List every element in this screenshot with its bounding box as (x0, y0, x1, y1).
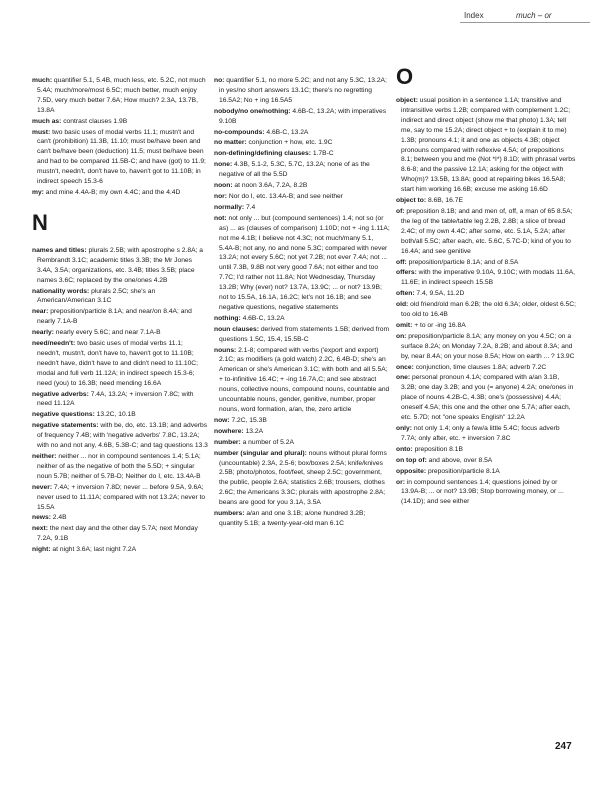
index-entry-text: with the imperative 9.10A, 9.10C; with modals 11.6A, 11.6E; in indirect speech 15.5B (401, 269, 576, 287)
index-headword: on: (396, 332, 407, 340)
index-entry-text: quantifier 5.1, no more 5.2C; and not any 5.3C, 13.2A; in yes/no short answers 13.1C; there's no regretting 16.5A2; No + ing 16.5A5 (219, 77, 387, 104)
index-entry-text: at night 3.6A; last night 7.2A (50, 546, 137, 554)
index-headword: no matter: (214, 139, 247, 147)
index-entry-text: plurals 2.5C; she's an American/American 3.1C (37, 287, 156, 305)
index-entry (214, 346, 390, 415)
index-entry-text: 2.4B (50, 514, 67, 522)
index-headword: old: (396, 301, 409, 309)
index-entry-text: and mine 4.4A-B; my own 4.4C; and the 4.4D (43, 188, 181, 196)
section-letter: N (32, 209, 48, 235)
index-entry-text: 4.6B-C, 13.2A; with imperatives 9.10B (219, 107, 387, 125)
index-entry-text: 4.6B-C, 13.2A (240, 314, 285, 322)
index-headword: on top of: (396, 456, 427, 464)
index-headword: nothing: (214, 314, 241, 322)
index-headword: negative adverbs: (32, 390, 89, 398)
section-letter: O (396, 64, 414, 89)
index-entry (214, 138, 390, 148)
index-entry-text: 4.3B, 5.1-2, 5.3C, 5.7C, 13.2A; none of as the negative of all the 5.5D (219, 161, 370, 179)
index-entry-text: nouns without plural forms (uncountable) 2.3A, 2.5-6; box/boxes 2.5A; knife/knives 2.5B; photo/photos, foot/feet, sheep 2.5C; government, the public, people 2.6A; statistics 2.6B; trousers, clothes 2.6C; the Americans 3.3C; plurals with apostrophe 2.8A; beans are good for you 3.1A, 3.5A (219, 449, 387, 507)
index-headword: normally: (214, 203, 245, 211)
index-entry (396, 456, 576, 466)
index-entry-text: the next day and the other day 5.7A; next Monday 7.2A, 9.1B (37, 525, 198, 543)
index-entry (214, 416, 390, 426)
index-entry-text: preposition 8.1B (412, 445, 463, 453)
index-headword: one: (396, 374, 411, 382)
index-entry (214, 128, 390, 138)
index-entry-text: 7.4 (244, 203, 256, 211)
index-entry (32, 246, 208, 286)
index-headword: no: (214, 77, 225, 84)
index-entry-text: not only ... but (compound sentences) 1.4; not so (or as) ... as (clauses of comparison) 1.10D; not + -ing 1.11A; not me 4.1B; I believe not 4.3C; not much/many 5.1, 5.4A-B; not any, no and none 5.3C; compared with never 13.2A; not every 5.6C; not yet 7.2B; not ever 7.4A; not ... until 7.3B, 9.8B not very good 7.6A; not either and too 7.7C; I'd rather not 11.8A; Not Wednesday, Thursday 13.2B; Why (ever) not? 13.7A, 13.9C; ... or not? 13.9B; not to 15.5A, 16.1A, 16.2C; let's not 16.1B; and see negative questions, negative statements (219, 214, 390, 311)
index-entry-text: a number of 5.2A (240, 438, 294, 446)
index-headword: object to: (396, 197, 427, 205)
index-entry (32, 524, 208, 544)
index-headword: next: (32, 525, 48, 533)
index-headword: near: (32, 308, 49, 316)
index-headword: noon: (214, 182, 233, 190)
index-headword: much as: (32, 117, 62, 125)
index-entry (214, 160, 390, 180)
index-entry (32, 410, 208, 420)
index-headword: once: (396, 363, 414, 371)
index-entry (396, 207, 576, 257)
index-entry (214, 438, 390, 448)
index-entry (396, 196, 576, 206)
index-headword: negative questions: (32, 411, 95, 419)
index-entry (214, 107, 390, 127)
index-headword: omit: (396, 321, 413, 329)
index-entry-text: at noon 3.6A, 7.2A, 8.2B (232, 182, 308, 190)
index-headword: much: (32, 77, 53, 84)
index-headword: noun clauses: (214, 325, 259, 333)
index-entry (32, 128, 208, 187)
index-entry-text: with be, do, etc. 13.1B; and adverbs of frequency 7.4B; with 'negative adverbs' 7.8C, 13.2A; with no and not any, 4.6B, 5.3B-C; and tag questions 13.3 (37, 422, 208, 450)
index-entry-text: derived from statements 1.5B; derived from questions 1.5C, 15.4, 15.5B-C (219, 325, 390, 343)
index-entry-text: Nor do I, etc. 13.4A-B; and see neither (227, 192, 343, 200)
index-entry-text: 7.4A; + inversion 7.8D; never ... before 9.5A, 9.6A; never used to 11.11A; compared with not 13.2A; never to 15.5A (37, 483, 206, 511)
index-entry-text: preposition 8.1B; and and men of, off, a man of 65 8.5A; the leg of the table/table leg 2.2B, 2.8B; a slice of bread 2.4C; of my own 4.4C; after some, etc. 5.1A, 5.2A; after both/all 5.5C; after each, etc. 5.6C, 5.7C-D; kind of you to 16.4A; and see genitive (401, 207, 573, 255)
index-headword: nowhere: (214, 427, 244, 435)
index-entry (396, 300, 576, 320)
index-headword: nor: (214, 192, 227, 200)
index-headword: only: (396, 425, 412, 432)
index-headword: off: (396, 258, 407, 266)
index-entry (32, 421, 208, 451)
index-entry (32, 307, 208, 327)
index-entry-text: contrast clauses 1.9B (61, 117, 128, 125)
index-entry (32, 328, 208, 338)
index-entry-text: two basic uses of modal verbs 11.1; mustn't and can't (prohibition) 11.3B, 11.10; must be/have been and can't be/have been (deduction) 11.5; must be/have been and had to be compared 11.5B-C; and have (got) to 11.9; mustn't, needn't, don't have to, haven't got to 11.10B; in indirect speech 15.3-6 (37, 128, 206, 186)
index-headword: nouns: (214, 346, 237, 354)
index-entry (32, 76, 208, 116)
index-entry (214, 325, 390, 345)
index-headword: neither: (32, 453, 57, 460)
index-entry-text: 8.6B, 16.7E (426, 197, 463, 205)
index-headword: must: (32, 128, 51, 136)
index-entry-text: preposition/particle 8.1A; any money on you 4.5C; on a surface 8.2A; on Monday 7.2A, 8.2B; and about 8.3A; and by, near 8.4A; on your nose 8.5A; How on earth ... ? 13.9C (401, 332, 575, 360)
index-headword: nobody/no one/nothing: (214, 107, 291, 115)
index-entry-text: 13.2A (243, 427, 264, 435)
index-headword: often: (396, 290, 415, 298)
index-entry (214, 76, 390, 106)
index-entry (214, 214, 390, 313)
index-entry-text: usual position in a sentence 1.1A; transitive and intransitive verbs 1.2B; compared with complement 1.2C; indirect and direct object (show me that photo) 1.3A; tell me, say to me 15.2A; direct object + to (explain it to me) 1.3B; pronouns 4.1; it and one as objects 4.3B; object pronouns compared with reflexive 4.5A; of prepositions 8.1; between you and me (Not *I*) 8.1D; with phrasal verbs 8.6-8; and the passive 12.1A; asking for the object with Who(m)? 13.5B, 13.8A; good at repairing bikes 16.5A8; start him working 16.6B; excuse me asking 16.6D (401, 97, 576, 194)
index-headword: names and titles: (32, 246, 87, 254)
index-headword: offers: (396, 269, 417, 277)
index-headword: non-defining/defining clauses: (214, 150, 311, 158)
index-entry-text: conjunction, time clauses 1.8A; adverb 7.2C (413, 363, 547, 371)
index-entry-text: in compound sentences 1.4; questions joined by or 13.9A-B; ... or not? 13.9B; Stop borrowing money, or ... (14.1D); and see either (401, 478, 564, 506)
index-headword: now: (214, 416, 230, 424)
index-entry-text: plurals 2.5B; with apostrophe s 2.8A; a Rembrandt 3.1C; academic titles 3.3B; the Mr Jones 3.4A, 3.5A; organizations, etc. 3.4B; titles 3.5B; place names 3.6C; replaced by the one/ones 4.2B (37, 246, 203, 284)
index-entry-text: 13.2C, 10.1B (94, 411, 136, 419)
index-entry (214, 509, 390, 529)
index-entry (396, 268, 576, 288)
index-entry (214, 427, 390, 437)
index-headword: night: (32, 546, 51, 554)
index-entry (32, 287, 208, 307)
index-entry (396, 258, 576, 268)
index-entry (32, 339, 208, 389)
index-headword: news: (32, 514, 51, 522)
index-entry (396, 424, 576, 444)
index-headword: not: (214, 214, 227, 222)
index-entry-text: 2.1-8; compared with verbs ('export and export) 2.1C; as modifiers (a gold watch) 2.2C, 6.4B-D; she's an American or she's American 3.1C; with both and all 5.5A; + to-infinitive 16.4C; + -ing 16.7A,C; and see abstract nouns, collective nouns, compound nouns, countable and uncountable nouns, gender, genitive, number, proper nouns, word formation, a/an, the, zero article (219, 346, 390, 413)
index-entry (214, 449, 390, 508)
index-entry-text: quantifier 5.1, 5.4B, much less, etc. 5.2C, not much 5.4A; much/more/most 6.5C; much better, much enjoy 7.5D, very much better 7.6A; How much? 2.3A, 13.7B, 13.8A (37, 77, 206, 114)
index-headword: number: (214, 438, 241, 446)
index-entry (214, 314, 390, 324)
index-headword: onto: (396, 445, 413, 453)
index-entry (396, 363, 576, 373)
index-entry-text: 7.2C, 15.3B (229, 416, 267, 424)
index-entry-text: 7.4A, 13.2A; + inversion 7.8C; with need 11.12A (37, 390, 194, 408)
index-headword: my: (32, 188, 44, 196)
index-headword: numbers: (214, 510, 245, 518)
index-headword: need/needn't: (32, 340, 76, 348)
index-entry (32, 117, 208, 127)
index-entry (396, 467, 576, 477)
index-entry (32, 513, 208, 523)
index-entry-text: preposition/particle 8.1A (426, 467, 500, 475)
index-entry (32, 452, 208, 482)
index-entry (396, 289, 576, 299)
index-headword: or: (396, 478, 405, 486)
index-headword: never: (32, 483, 53, 491)
index-entry-text: 1.7B-C (310, 150, 334, 158)
running-head-section: Index (464, 11, 484, 20)
index-entry-text: 7.4, 9.5A, 11.2D (414, 290, 465, 298)
index-entry (214, 203, 390, 213)
index-entry (32, 545, 208, 555)
running-head (460, 8, 590, 28)
index-entry-text: not only 1.4; only a few/a little 5.4C; focus adverb 7.7A; only after, etc. + inversion 7.8C (401, 425, 560, 442)
index-headword: opposite: (396, 467, 427, 475)
index-entry-text: two basic uses of modal verbs 11.1; needn't, mustn't, don't have to, haven't got to 11.10B; needn't have, didn't have to and didn't need to 11.10C; modal and full verb 11.12A; in indirect speech 15.3-6; need (you) to 16.3B; need mending 16.6A (37, 340, 198, 387)
index-column-2 (214, 76, 390, 756)
index-entry (396, 96, 576, 195)
index-headword: no-compounds: (214, 128, 265, 136)
index-column-1 (32, 76, 208, 756)
index-entry-text: old friend/old man 6.2B; the old 6.3A; older, oldest 6.5C; too old to 16.4B (401, 301, 576, 319)
index-entry (396, 373, 576, 423)
index-headword: object: (396, 97, 418, 104)
index-entry (396, 445, 576, 455)
index-entry (396, 478, 576, 508)
index-entry (214, 192, 390, 202)
running-head-rule (460, 22, 590, 23)
index-headword: of: (396, 207, 405, 215)
index-entry-text: neither ... nor in compound sentences 1.4; 5.1A; neither of as the negative of both the 5.5D; + singular noun 5.7B; neither of 5.7B-D; Neither do I, etc. 13.4A-B (37, 453, 201, 480)
index-entry-text: 4.6B-C, 13.2A (264, 128, 309, 136)
index-headword: none: (214, 161, 233, 169)
index-entry-text: personal pronoun 4.1A; compared with a/an 3.1B, 3.2B; one day 3.2B; and you (= anyone) 4.2A; one/ones in place of nouns 4.2B-C, 4.3B; one's (possessive) 4.4A; oneself 4.5A; this one and the other one 5.7A; after each, etc. 5.7D; not "one speaks English" 12.2A (401, 374, 574, 422)
index-entry-text: + to or -ing 16.8A (412, 321, 466, 329)
index-headword: nationality words: (32, 287, 90, 295)
index-entry-text: a/an and one 3.1B; a/one hundred 3.2B; quantity 5.1B; a twenty-year-old man 6.1C (219, 510, 366, 527)
running-head-range: much – or (516, 11, 552, 20)
index-entry (214, 149, 390, 159)
index-headword: negative statements: (32, 422, 99, 430)
index-entry (396, 321, 576, 331)
index-entry-text: nearly every 5.6C; and near 7.1A-B (53, 329, 161, 337)
index-entry (32, 188, 208, 198)
index-entry (32, 483, 208, 513)
index-entry-text: preposition/particle 8.1A; and near/on 8.4A; and nearly 7.1A-B (37, 308, 192, 326)
page-number: 247 (555, 741, 572, 752)
index-entry (32, 390, 208, 410)
index-entry-text: conjunction + how, etc. 1.9C (246, 139, 333, 147)
index-entry-text: and above, over 8.5A (426, 456, 493, 464)
index-entry-text: preposition/particle 8.1A; and of 8.5A (406, 258, 519, 266)
index-column-3 (396, 64, 576, 770)
index-headword: number (singular and plural): (214, 449, 307, 457)
index-entry (214, 181, 390, 191)
index-headword: nearly: (32, 329, 54, 337)
index-entry (396, 332, 576, 362)
